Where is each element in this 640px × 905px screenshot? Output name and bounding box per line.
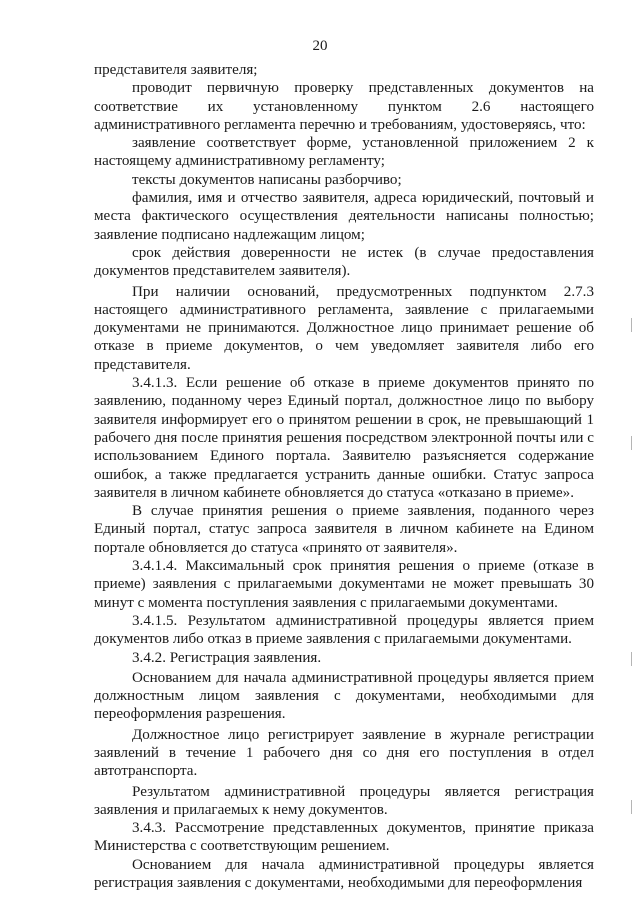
paragraph: проводит первичную проверку представленных документов на соответствие их установленному пунктом 2.6 настоящего административного регламента перечню и требованиям, удостоверяясь, что: [94,80,594,133]
paragraph: В случае принятия решения о приеме заявления, поданного через Единый портал, статус запроса заявителя в личном кабинете на Едином портале обновляется до статуса «принято от заявителя». [94,503,594,556]
paragraph: 3.4.1.4. Максимальный срок принятия решения о приеме (отказе в приеме) заявления с прилагаемыми документами не может превышать 30 минут с момента поступления заявления с прилагаемыми документами. [94,558,594,611]
paragraph: 3.4.1.3. Если решение об отказе в приеме документов принято по заявлению, поданному через Единый портал, должностное лицо по выбору заявителя информирует его о принятом решении в срок, не превышающий 1 рабочего дня после принятия решения посредством электронной почты или с использованием Единого портала. Заявителю разъясняется содержание ошибок, а также предлагается устранить данные ошибки. Статус запроса заявителя в личном кабинете обновляется до статуса «отказано в приеме». [94,375,594,501]
scan-mark [631,436,632,450]
scan-mark [631,318,632,332]
paragraph: 3.4.1.5. Результатом административной процедуры является прием документов либо отказ в приеме заявления с прилагаемыми документами. [94,612,594,648]
paragraph: срок действия доверенности не истек (в случае предоставления документов представителем заявителя). [94,244,594,280]
paragraph: 3.4.3. Рассмотрение представленных документов, принятие приказа Министерства с соответствующим решением. [94,820,594,855]
document-body [94,61,594,892]
paragraph: фамилия, имя и отчество заявителя, адреса юридический, почтовый и места фактического осуществления деятельности написаны полностью; заявление подписано надлежащим лицом; [94,190,594,243]
page-number: 20 [312,38,328,54]
scan-mark [631,800,632,814]
paragraph: представителя заявителя; [94,62,258,78]
paragraph: Основанием для начала административной процедуры является прием должностным лицом заявления с документами, необходимыми для переоформления разрешения. [94,669,594,723]
scan-mark [631,652,632,666]
paragraph: заявление соответствует форме, установленной приложением 2 к настоящему административному регламенту; [94,135,594,170]
paragraph: тексты документов написаны разборчиво; [132,171,402,188]
paragraph: 3.4.2. Регистрация заявления. [132,649,322,666]
paragraph: Результатом административной процедуры является регистрация заявления и прилагаемых к нему документов. [94,783,594,818]
paragraph: При наличии оснований, предусмотренных подпунктом 2.7.3 настоящего административного регламента, заявление с прилагаемыми документами не принимаются. Должностное лицо принимает решение об отказе в приеме документов, о чем уведомляет заявителя либо его представителя. [94,283,594,373]
paragraph: Основанием для начала административной процедуры является регистрация заявления с документами, необходимыми для переоформления [94,856,594,892]
paragraph: Должностное лицо регистрирует заявление в журнале регистрации заявлений в течение 1 рабочего дня со дня его поступления в отдел автотранспорта. [94,726,594,780]
